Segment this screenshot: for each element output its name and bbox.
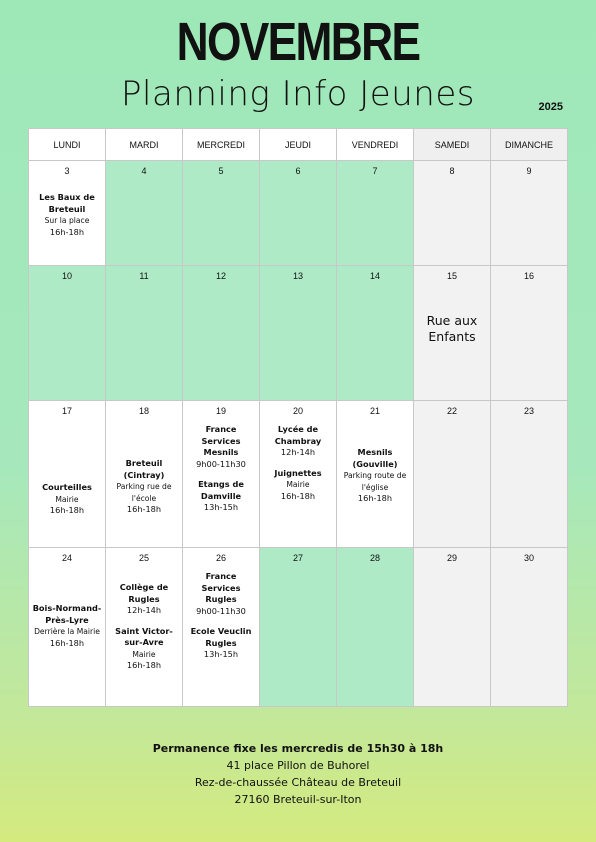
day-number: 28 bbox=[369, 553, 380, 563]
week-row bbox=[29, 161, 568, 266]
event-time: 16h-18h bbox=[357, 493, 393, 503]
page-subtitle: Planning Info Jeunes bbox=[121, 74, 475, 114]
calendar-grid bbox=[28, 128, 568, 707]
day-number: 9 bbox=[526, 166, 532, 176]
day-number: 18 bbox=[138, 406, 149, 416]
day-cell bbox=[414, 548, 491, 707]
day-number: 17 bbox=[61, 406, 72, 416]
day-number: 27 bbox=[292, 553, 303, 563]
event-time: 12h-14h bbox=[126, 605, 162, 615]
day-number: 24 bbox=[61, 553, 72, 563]
address-line: 27160 Breteuil-sur-Iton bbox=[234, 793, 362, 806]
day-cell bbox=[337, 548, 414, 707]
event-place: Collège de Rugles bbox=[119, 582, 169, 604]
day-number: 22 bbox=[446, 406, 457, 416]
day-number: 21 bbox=[369, 406, 380, 416]
event-place: France Services Mesnils bbox=[201, 424, 241, 457]
event-place: Mesnils (Gouville) bbox=[352, 447, 398, 469]
day-number: 19 bbox=[215, 406, 226, 416]
day-header: SAMEDI bbox=[414, 129, 491, 161]
day-cell bbox=[106, 161, 183, 266]
day-cell bbox=[260, 161, 337, 266]
event-detail: Mairie bbox=[55, 494, 79, 504]
day-cell bbox=[414, 161, 491, 266]
event-place: Lycée de Chambray bbox=[274, 424, 322, 446]
event-time: 16h-18h bbox=[49, 637, 85, 648]
event bbox=[183, 424, 259, 470]
day-number: 30 bbox=[523, 553, 534, 563]
day-number: 25 bbox=[138, 553, 149, 563]
day-cell bbox=[414, 401, 491, 548]
event-time: 16h-18h bbox=[280, 490, 316, 501]
event-place: Ecole Veuclin Rugles bbox=[190, 626, 252, 648]
day-cell bbox=[491, 548, 568, 707]
day-cell bbox=[491, 161, 568, 266]
event bbox=[29, 192, 105, 238]
day-cell bbox=[260, 548, 337, 707]
day-header: DIMANCHE bbox=[491, 129, 568, 161]
address-line: 41 place Pillon de Buhorel bbox=[226, 759, 370, 772]
day-number: 29 bbox=[446, 553, 457, 563]
address-line: Rez-de-chaussée Château de Breteuil bbox=[194, 776, 402, 789]
event bbox=[106, 582, 182, 617]
day-number: 5 bbox=[218, 166, 224, 176]
event bbox=[106, 458, 182, 516]
day-number: 4 bbox=[141, 166, 147, 176]
day-cell bbox=[29, 161, 106, 266]
event-place: Saint Victor-sur-Avre bbox=[115, 625, 173, 647]
day-cell bbox=[183, 401, 260, 548]
day-number: 12 bbox=[215, 271, 226, 281]
event bbox=[260, 468, 336, 503]
event bbox=[183, 571, 259, 617]
event bbox=[183, 479, 259, 514]
day-number: 8 bbox=[449, 166, 455, 176]
event-time: 16h-18h bbox=[126, 504, 162, 514]
event bbox=[106, 626, 182, 672]
day-number: 26 bbox=[215, 553, 226, 563]
permanence-line: Permanence fixe les mercredis de 15h30 à 18h bbox=[152, 742, 444, 755]
event bbox=[337, 447, 413, 505]
day-header: LUNDI bbox=[29, 129, 106, 161]
day-number: 10 bbox=[61, 271, 72, 281]
day-cell bbox=[29, 548, 106, 707]
event-detail: Derrière la Mairie bbox=[34, 627, 100, 636]
day-number: 16 bbox=[523, 271, 534, 281]
event bbox=[183, 626, 259, 661]
day-cell bbox=[29, 266, 106, 401]
event-time: 13h-15h bbox=[203, 502, 239, 512]
week-row bbox=[29, 266, 568, 401]
day-number: 13 bbox=[292, 271, 303, 281]
event-detail: Mairie bbox=[286, 480, 310, 489]
week-row bbox=[29, 401, 568, 548]
event-place: Courteilles bbox=[42, 482, 92, 492]
year-label: 2025 bbox=[538, 101, 563, 113]
event-time: 9h00-11h30 bbox=[196, 605, 246, 616]
day-number: 6 bbox=[295, 166, 301, 176]
day-cell bbox=[337, 401, 414, 548]
day-cell bbox=[106, 401, 183, 548]
day-header: JEUDI bbox=[260, 129, 337, 161]
event-detail: Mairie bbox=[132, 649, 156, 659]
event-time: 9h00-11h30 bbox=[196, 458, 246, 469]
event-detail: Sur la place bbox=[44, 216, 90, 225]
day-number: 3 bbox=[64, 166, 70, 176]
day-number: 7 bbox=[372, 166, 378, 176]
day-cell bbox=[491, 401, 568, 548]
event-rue-aux-enfants: Rue aux Enfants bbox=[426, 313, 478, 344]
day-cell bbox=[414, 266, 491, 401]
event bbox=[29, 603, 105, 649]
page-title: NOVEMBRE bbox=[176, 12, 420, 72]
event-place: Les Baux de Breteuil bbox=[39, 192, 95, 214]
event-detail: Parking route de l'église bbox=[343, 471, 407, 492]
day-cell bbox=[106, 548, 183, 707]
event-place: Breteuil (Cintray) bbox=[123, 458, 165, 480]
day-cell bbox=[260, 266, 337, 401]
weekday-header-row bbox=[29, 129, 568, 161]
day-cell bbox=[337, 266, 414, 401]
day-cell bbox=[183, 266, 260, 401]
day-number: 11 bbox=[139, 271, 149, 281]
day-number: 15 bbox=[446, 271, 457, 281]
event-place: France Services Rugles bbox=[201, 571, 241, 604]
footer-info bbox=[0, 740, 596, 808]
event-time: 12h-14h bbox=[280, 447, 316, 457]
day-cell bbox=[491, 266, 568, 401]
event-place: Etangs de Damville bbox=[198, 479, 244, 501]
event bbox=[29, 482, 105, 517]
day-header: VENDREDI bbox=[337, 129, 414, 161]
event-place: Juignettes bbox=[274, 467, 322, 478]
event-time: 16h-18h bbox=[49, 505, 85, 515]
day-cell bbox=[106, 266, 183, 401]
day-cell bbox=[337, 161, 414, 266]
event-time: 16h-18h bbox=[126, 660, 162, 670]
event-place: Bois-Normand-Près-Lyre bbox=[32, 603, 102, 625]
week-row bbox=[29, 548, 568, 707]
event-detail: Parking rue de l'école bbox=[116, 482, 172, 503]
event-time: 16h-18h bbox=[49, 226, 85, 237]
day-number: 23 bbox=[523, 406, 534, 416]
day-cell bbox=[29, 401, 106, 548]
day-cell bbox=[260, 401, 337, 548]
day-header: MARDI bbox=[106, 129, 183, 161]
day-cell bbox=[183, 161, 260, 266]
day-number: 14 bbox=[369, 271, 380, 281]
day-header: MERCREDI bbox=[183, 129, 260, 161]
day-number: 20 bbox=[292, 406, 303, 416]
event bbox=[260, 424, 336, 459]
day-cell bbox=[183, 548, 260, 707]
event-time: 13h-15h bbox=[203, 649, 239, 659]
